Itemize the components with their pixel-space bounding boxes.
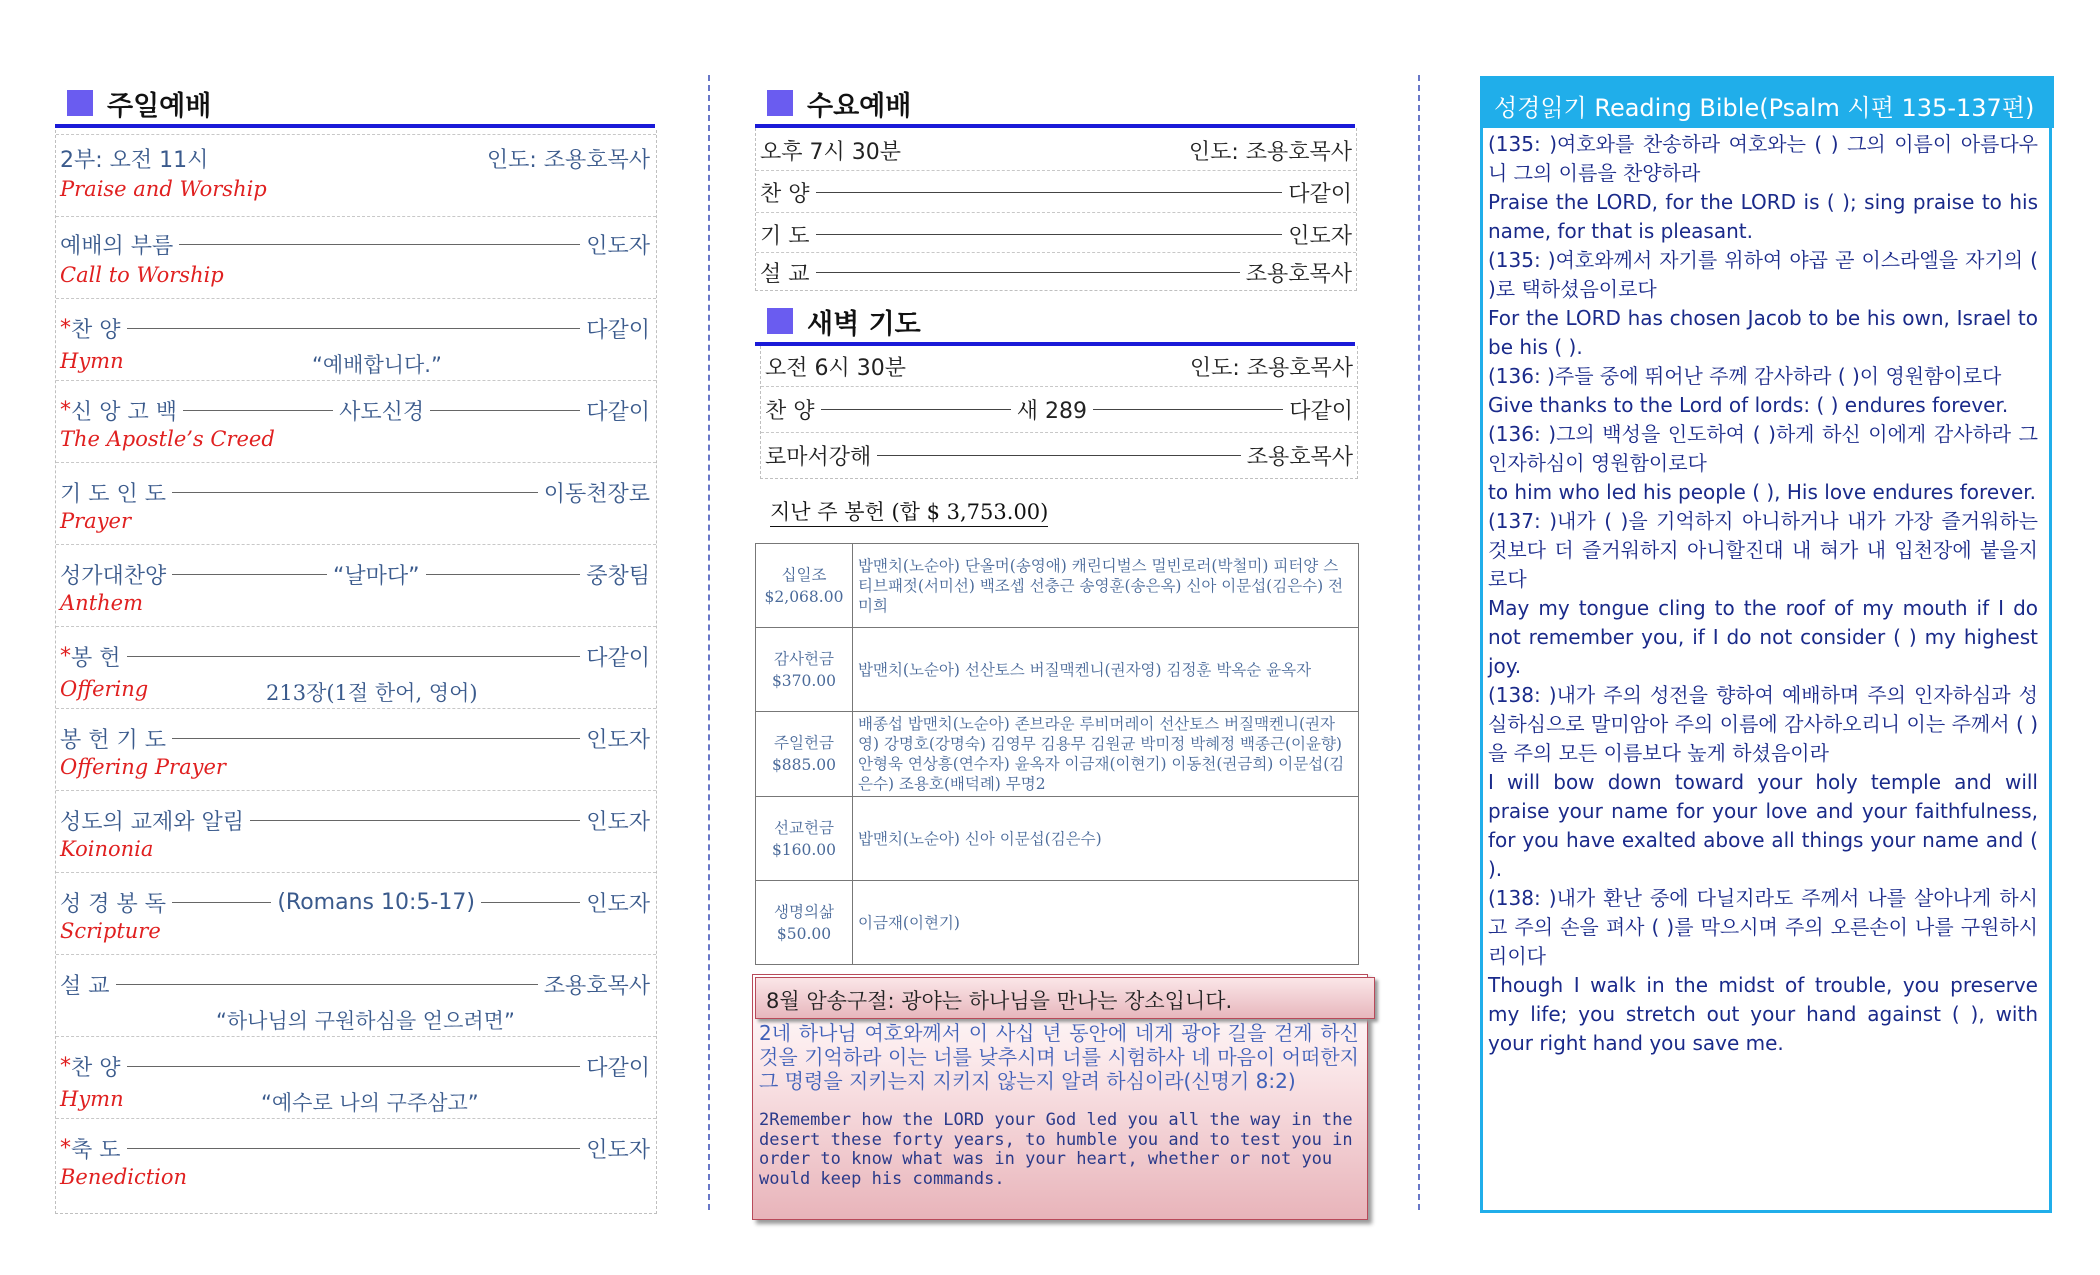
hymn-number: 새 289 [1016,398,1087,424]
service-item-scripture [56,872,656,951]
service-item-koinonia [56,790,656,869]
leader-line [116,984,538,985]
item-person: 다같이 [1289,398,1354,424]
offering-type: 선교헌금 [774,818,834,837]
item-label: 찬 양 [765,398,815,424]
reading-line: (138: )내가 환난 중에 다닐지라도 주께서 나를 살아나게 하시고 주의 손을 펴사 ( )를 막으시며 주의 오른손이 나를 구원하시리이다 [1488,886,2038,968]
service-item-sermon [56,954,656,1033]
memory-verse-title: 8월 암송구절: 광야는 하나님을 만나는 장소입니다. [766,989,1233,1013]
reading-line: (138: )내가 주의 성전을 향하여 예배하며 주의 인자하심과 성실하심으로 말미암아 주의 이름에 감사하오리니 이는 주께서 ( )을 주의 모든 이름보다 높게 하셨음이라 [1488,683,2038,765]
offering-table [755,543,1359,965]
reading-bible-header [1480,76,2054,128]
item-person: 다같이 [586,646,650,671]
wednesday-title: 수요예배 [807,91,912,122]
service-item-prayer [56,462,656,541]
row-divider [761,386,1357,387]
leader-line [127,656,581,657]
offering-type: 주일헌금 [774,734,834,752]
reading-line: Praise the LORD, for the LORD is ( ); sing praise to his name, for that is pleasant. [1488,190,2038,243]
service-item-offering [56,626,656,705]
wednesday-time: 오후 7시 30분 [760,139,901,165]
item-label: 찬 양 [760,181,810,207]
section-english-title: Praise and Worship [60,177,267,201]
wednesday-time-row [756,134,1356,166]
donor-names: 밥맨치(노순아) 선산토스 버질맥켄니(권자영) 김정훈 박옥순 윤옥자 [853,628,1359,712]
item-label: 축 도 [71,1138,121,1163]
hymn-title: “예배합니다.” [312,353,442,377]
dawn-row [761,392,1357,426]
standing-marker: * [60,398,71,423]
item-label: 예배의 부름 [60,234,174,259]
reading-bible-text [1488,130,2038,1058]
leader-line [430,410,580,411]
item-person: 인도자 [1288,223,1352,249]
item-person: 인도자 [586,810,650,835]
leader-line [183,410,333,411]
donor-names: 배종섭 밥맨치(노순아) 존브라운 루비머레이 선산토스 버질맥켄니(권자영) 강명호(강명숙) 김영무 김용무 김원균 박미정 박혜정 백종근(이윤향) 안형욱 연상흥(연수자) 윤옥자 이금재(이현기) 이동천(권금희) 이문섭(김은수) 조용호(배덕례) 무명2 [853,712,1359,797]
leader-line [172,738,580,739]
leader-line [179,244,580,245]
row-divider [756,170,1356,171]
dawn-title: 새벽 기도 [807,309,921,340]
dawn-prayer-heading [755,300,1355,346]
item-label: 신 앙 고 백 [71,400,177,425]
wednesday-row [756,176,1356,208]
item-english: Offering Prayer [60,755,226,779]
leader-line [172,574,327,575]
item-person: 조용호목사 [1245,261,1352,287]
reading-line: (135: )여호와께서 자기를 위하여 야곱 곧 이스라엘을 자기의 ( )로 택하셨음이로다 [1488,248,2038,301]
item-person: 다같이 [586,1056,650,1081]
leader-line [127,328,581,329]
item-english: Scripture [60,919,161,943]
service-time-row [56,134,656,213]
item-person: 다같이 [586,400,650,425]
row-divider [761,432,1357,433]
wednesday-leader: 인도: 조용호목사 [1188,139,1352,165]
offering-type: 생명의삶 [774,902,834,921]
table-row [756,628,1359,712]
wednesday-order [755,128,1357,291]
leader-line [127,1066,581,1067]
wednesday-row [756,256,1356,288]
table-row [756,544,1359,628]
item-english: Benediction [60,1165,188,1189]
reading-line: (136: )그의 백성을 인도하여 ( )하게 하신 이에게 감사하라 그 인자하심이 영원함이로다 [1488,422,2038,475]
item-label: 로마서강해 [765,444,872,470]
leader-line [877,455,1240,456]
service-item-creed [56,380,656,459]
offering-type: 십일조 [781,565,827,584]
item-label: 봉 헌 [71,646,121,671]
offering-summary: 지난 주 봉헌 (합 $ 3,753.00) [770,496,1048,527]
scripture-reference: (Romans 10:5-17) [277,890,475,915]
leader-line [426,574,581,575]
reading-line: I will bow down toward your holy temple and will praise your name for your love and your faithfulness, for you have exalted above all things your name and ( ). [1488,770,2038,881]
offering-amount: $370.00 [771,671,837,690]
item-detail: “날마다” [332,564,420,589]
item-person: 인도자 [586,234,650,259]
sunday-service-heading [55,82,655,128]
sermon-title: “하나님의 구원하심을 얻으려면” [216,1009,515,1033]
service-item-benediction [56,1118,656,1197]
item-person: 다같이 [586,318,650,343]
item-person: 조용호목사 [1246,444,1353,470]
item-person: 인도자 [586,728,650,753]
leader-line [172,492,538,493]
dawn-time-row [761,350,1357,382]
item-label: 기 도 [760,223,810,249]
service-time: 2부: 오전 11시 [60,148,209,173]
item-person: 인도자 [586,892,650,917]
offering-amount: $160.00 [771,840,837,859]
table-row [756,881,1359,965]
leader-line [1093,409,1283,410]
item-label: 설 교 [60,974,110,999]
item-english: Hymn [60,349,124,373]
item-person: 인도자 [586,1138,650,1163]
wednesday-row [756,218,1356,250]
item-detail: 사도신경 [339,400,425,425]
memory-verse-heading [755,977,1375,1019]
standing-marker: * [60,316,71,341]
reading-line: to him who led his people ( ), His love endures forever. [1488,480,2037,504]
item-english: Prayer [60,509,132,533]
standing-marker: * [60,644,71,669]
reading-line: Though I walk in the midst of trouble, you preserve my life; you stretch out your hand against ( ), with your right hand you save me. [1488,973,2038,1055]
item-english: Hymn [60,1087,124,1111]
service-item-hymn-2 [56,1036,656,1115]
heading-square-icon [767,90,793,116]
item-label: 성 경 봉 독 [60,892,166,917]
leader-line [250,820,580,821]
dawn-order [760,346,1358,479]
heading-square-icon [767,308,793,334]
item-english: Call to Worship [60,263,224,287]
item-english: Offering [60,677,149,701]
item-label: 찬 양 [71,318,121,343]
column-divider-right [1418,75,1420,1210]
item-person: 이동천장로 [543,482,650,507]
offering-amount: $2,068.00 [764,587,844,606]
item-label: 기 도 인 도 [60,482,166,507]
row-divider [756,252,1356,253]
reading-line: May my tongue cling to the roof of my mouth if I do not remember you, if I do not consider ( ) my highest joy. [1488,596,2038,678]
item-label: 성도의 교제와 알림 [60,810,245,835]
dawn-leader: 인도: 조용호목사 [1189,355,1353,381]
memory-verse-korean: 2네 하나님 여호와께서 이 사십 년 동안에 네게 광야 길을 걷게 하신 것을 기억하라 이는 너를 낮추시며 너를 시험하사 네 마음이 어떠한지 그 명령을 지키는지 지키지 않는지 알려 하심이라(신명기 8:2) [759,1021,1359,1093]
leader-line [816,272,1240,273]
donor-names: 밥맨치(노순아) 단올머(송영애) 캐린디벌스 멀빈로러(박철미) 피터양 스티브패젓(서미선) 백조셉 선충근 송영훈(송은옥) 신아 이문섭(김은수) 전미희 [853,544,1359,628]
donor-names: 밥맨치(노순아) 신아 이문섭(김은수) [853,797,1359,881]
table-row [756,797,1359,881]
item-english: The Apostle’s Creed [60,427,275,451]
leader-line [816,234,1283,235]
reading-line: (135: )여호와를 찬송하라 여호와는 ( ) 그의 이름이 아름다우니 그의 이름을 찬양하라 [1488,132,2038,185]
memory-verse-box [752,974,1368,1220]
item-english: Anthem [60,591,143,615]
heading-square-icon [67,90,93,116]
item-person: 다같이 [1288,181,1352,207]
sunday-title: 주일예배 [107,91,212,122]
service-item-offering-prayer [56,708,656,787]
row-divider [756,212,1356,213]
item-label: 봉 헌 기 도 [60,728,166,753]
memory-verse-english: 2Remember how the LORD your God led you all the way in the desert these forty years, to humble you and to test you in order to know what was in your heart, whether or not you would keep his commands. [759,1110,1353,1189]
donor-names: 이금재(이현기) [853,881,1359,965]
reading-bible-title: 성경읽기 Reading Bible(Psalm 시편 135-137편) [1494,94,2035,122]
offering-amount: $885.00 [771,756,837,774]
reading-line: For the LORD has chosen Jacob to be his own, Israel to be his ( ). [1488,306,2038,359]
item-person: 조용호목사 [543,974,650,999]
service-item-hymn-1 [56,298,656,377]
wednesday-service-heading [755,82,1355,128]
offering-type: 감사헌금 [774,649,834,668]
leader-line [127,1148,581,1149]
sunday-order-of-service [55,130,657,1214]
leader-line [172,902,271,903]
standing-marker: * [60,1136,71,1161]
item-label: 설 교 [760,261,810,287]
column-divider-left [708,75,710,1210]
hymn-title: “예수로 나의 구주삼고” [261,1091,479,1115]
item-person: 중창팀 [586,564,650,589]
reading-line: Give thanks to the Lord of lords: ( ) endures forever. [1488,393,2009,417]
service-item-call-to-worship [56,216,656,295]
dawn-row [761,438,1357,472]
item-english: Koinonia [60,837,154,861]
item-label: 찬 양 [71,1056,121,1081]
leader-line [821,409,1011,410]
leader-line [481,902,580,903]
leader-line [816,192,1283,193]
table-row [756,712,1359,797]
service-leader: 인도: 조용호목사 [486,148,650,173]
offering-hymn: 213장(1절 한어, 영어) [266,681,478,705]
reading-line: (136: )주들 중에 뛰어난 주께 감사하라 ( )이 영원함이로다 [1488,364,2002,388]
service-item-anthem [56,544,656,623]
reading-line: (137: )내가 ( )을 기억하지 아니하거나 내가 가장 즐거워하는 것보다 더 즐거워하지 아니할진대 내 혀가 내 입천장에 붙을지로다 [1488,509,2038,591]
offering-amount: $50.00 [776,924,832,943]
dawn-time: 오전 6시 30분 [765,355,906,381]
item-label: 성가대찬양 [60,564,167,589]
standing-marker: * [60,1054,71,1079]
